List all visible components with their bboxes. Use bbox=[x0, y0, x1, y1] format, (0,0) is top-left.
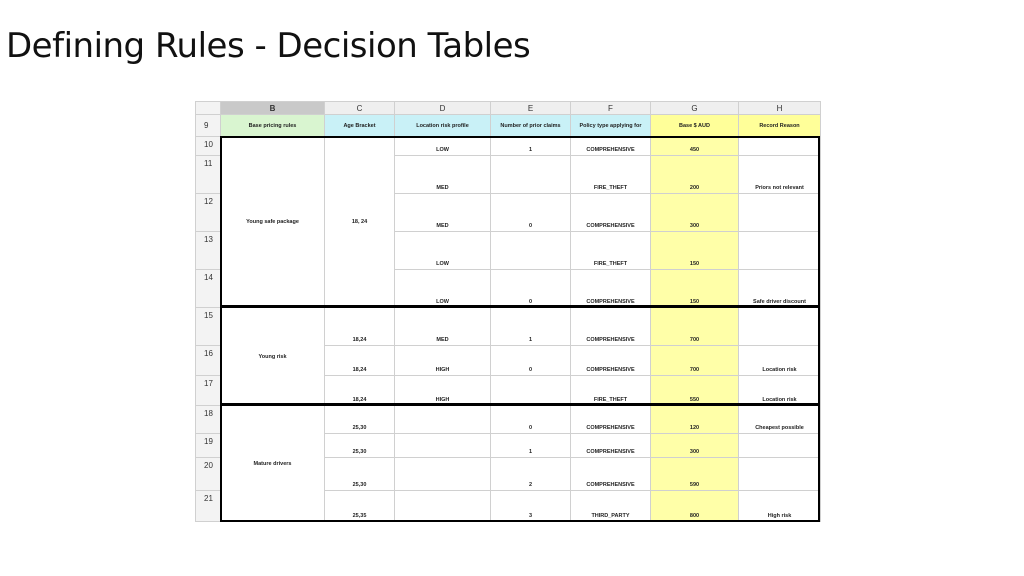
policy-cell[interactable]: COMPREHENSIVE bbox=[571, 308, 651, 346]
column-header-f[interactable]: F bbox=[571, 102, 651, 115]
row-number[interactable]: 17 bbox=[196, 376, 221, 406]
policy-cell[interactable]: COMPREHENSIVE bbox=[571, 270, 651, 308]
spreadsheet bbox=[195, 101, 825, 522]
base-price-cell[interactable]: 120 bbox=[651, 406, 739, 434]
base-price-cell[interactable]: 590 bbox=[651, 458, 739, 491]
location-cell[interactable]: HIGH bbox=[395, 346, 491, 376]
claims-cell[interactable] bbox=[491, 232, 571, 270]
row-number[interactable]: 10 bbox=[196, 137, 221, 156]
age-bracket-cell[interactable]: 25,35 bbox=[325, 491, 395, 522]
base-price-cell[interactable]: 300 bbox=[651, 194, 739, 232]
location-cell[interactable] bbox=[395, 458, 491, 491]
reason-cell[interactable]: Safe driver discount bbox=[739, 270, 821, 308]
age-bracket-cell[interactable]: 18,24 bbox=[325, 346, 395, 376]
age-bracket-cell[interactable]: 25,30 bbox=[325, 406, 395, 434]
location-cell[interactable]: LOW bbox=[395, 232, 491, 270]
header-base-aud[interactable]: Base $ AUD bbox=[651, 115, 739, 137]
header-base-pricing-rules[interactable]: Base pricing rules bbox=[221, 115, 325, 137]
policy-cell[interactable]: FIRE_THEFT bbox=[571, 376, 651, 406]
row-number[interactable]: 19 bbox=[196, 434, 221, 458]
claims-cell[interactable]: 1 bbox=[491, 137, 571, 156]
base-price-cell[interactable]: 200 bbox=[651, 156, 739, 194]
base-price-cell[interactable]: 800 bbox=[651, 491, 739, 522]
row-number[interactable]: 21 bbox=[196, 491, 221, 522]
reason-cell[interactable]: Cheapest possible bbox=[739, 406, 821, 434]
rule-name-cell[interactable]: Mature drivers bbox=[221, 406, 325, 522]
reason-cell[interactable] bbox=[739, 308, 821, 346]
row-number[interactable]: 13 bbox=[196, 232, 221, 270]
reason-cell[interactable]: Location risk bbox=[739, 376, 821, 406]
column-header-b[interactable]: B bbox=[221, 102, 325, 115]
reason-cell[interactable]: Location risk bbox=[739, 346, 821, 376]
location-cell[interactable]: LOW bbox=[395, 270, 491, 308]
location-cell[interactable]: LOW bbox=[395, 137, 491, 156]
reason-cell[interactable]: Priors not relevant bbox=[739, 156, 821, 194]
row-number[interactable]: 18 bbox=[196, 406, 221, 434]
age-bracket-cell[interactable]: 25,30 bbox=[325, 458, 395, 491]
claims-cell[interactable]: 0 bbox=[491, 346, 571, 376]
reason-cell[interactable] bbox=[739, 434, 821, 458]
age-bracket-cell[interactable]: 18,24 bbox=[325, 376, 395, 406]
location-cell[interactable] bbox=[395, 434, 491, 458]
base-price-cell[interactable]: 700 bbox=[651, 346, 739, 376]
decision-table bbox=[195, 101, 821, 522]
base-price-cell[interactable]: 550 bbox=[651, 376, 739, 406]
column-header-c[interactable]: C bbox=[325, 102, 395, 115]
policy-cell[interactable]: FIRE_THEFT bbox=[571, 232, 651, 270]
policy-cell[interactable]: COMPREHENSIVE bbox=[571, 137, 651, 156]
column-header-e[interactable]: E bbox=[491, 102, 571, 115]
row-number[interactable]: 9 bbox=[196, 115, 221, 137]
claims-cell[interactable]: 0 bbox=[491, 270, 571, 308]
reason-cell[interactable] bbox=[739, 232, 821, 270]
corner-cell[interactable] bbox=[196, 102, 221, 115]
header-policy-type[interactable]: Policy type applying for bbox=[571, 115, 651, 137]
location-cell[interactable]: MED bbox=[395, 156, 491, 194]
row-number[interactable]: 11 bbox=[196, 156, 221, 194]
reason-cell[interactable] bbox=[739, 137, 821, 156]
base-price-cell[interactable]: 150 bbox=[651, 232, 739, 270]
row-number[interactable]: 20 bbox=[196, 458, 221, 491]
claims-cell[interactable]: 3 bbox=[491, 491, 571, 522]
column-header-g[interactable]: G bbox=[651, 102, 739, 115]
rule-name-cell[interactable]: Young risk bbox=[221, 308, 325, 406]
rule-name-cell[interactable]: Young safe package bbox=[221, 137, 325, 308]
header-age-bracket[interactable]: Age Bracket bbox=[325, 115, 395, 137]
claims-cell[interactable]: 0 bbox=[491, 194, 571, 232]
header-location-risk[interactable]: Location risk profile bbox=[395, 115, 491, 137]
policy-cell[interactable]: COMPREHENSIVE bbox=[571, 406, 651, 434]
page-title: Defining Rules - Decision Tables bbox=[6, 26, 531, 66]
policy-cell[interactable]: FIRE_THEFT bbox=[571, 156, 651, 194]
row-number[interactable]: 14 bbox=[196, 270, 221, 308]
claims-cell[interactable]: 0 bbox=[491, 406, 571, 434]
claims-cell[interactable]: 1 bbox=[491, 434, 571, 458]
reason-cell[interactable] bbox=[739, 194, 821, 232]
column-header-d[interactable]: D bbox=[395, 102, 491, 115]
location-cell[interactable] bbox=[395, 406, 491, 434]
row-number[interactable]: 12 bbox=[196, 194, 221, 232]
reason-cell[interactable] bbox=[739, 458, 821, 491]
claims-cell[interactable] bbox=[491, 376, 571, 406]
claims-cell[interactable] bbox=[491, 156, 571, 194]
policy-cell[interactable]: COMPREHENSIVE bbox=[571, 194, 651, 232]
header-prior-claims[interactable]: Number of prior claims bbox=[491, 115, 571, 137]
row-number[interactable]: 15 bbox=[196, 308, 221, 346]
reason-cell[interactable]: High risk bbox=[739, 491, 821, 522]
age-bracket-cell[interactable]: 18, 24 bbox=[325, 137, 395, 308]
policy-cell[interactable]: THIRD_PARTY bbox=[571, 491, 651, 522]
policy-cell[interactable]: COMPREHENSIVE bbox=[571, 434, 651, 458]
location-cell[interactable] bbox=[395, 491, 491, 522]
location-cell[interactable]: MED bbox=[395, 308, 491, 346]
claims-cell[interactable]: 2 bbox=[491, 458, 571, 491]
row-number[interactable]: 16 bbox=[196, 346, 221, 376]
base-price-cell[interactable]: 450 bbox=[651, 137, 739, 156]
column-header-h[interactable]: H bbox=[739, 102, 821, 115]
base-price-cell[interactable]: 300 bbox=[651, 434, 739, 458]
header-record-reason[interactable]: Record Reason bbox=[739, 115, 821, 137]
policy-cell[interactable]: COMPREHENSIVE bbox=[571, 458, 651, 491]
base-price-cell[interactable]: 150 bbox=[651, 270, 739, 308]
age-bracket-cell[interactable]: 18,24 bbox=[325, 308, 395, 346]
base-price-cell[interactable]: 700 bbox=[651, 308, 739, 346]
location-cell[interactable]: MED bbox=[395, 194, 491, 232]
policy-cell[interactable]: COMPREHENSIVE bbox=[571, 346, 651, 376]
age-bracket-cell[interactable]: 25,30 bbox=[325, 434, 395, 458]
claims-cell[interactable]: 1 bbox=[491, 308, 571, 346]
location-cell[interactable]: HIGH bbox=[395, 376, 491, 406]
